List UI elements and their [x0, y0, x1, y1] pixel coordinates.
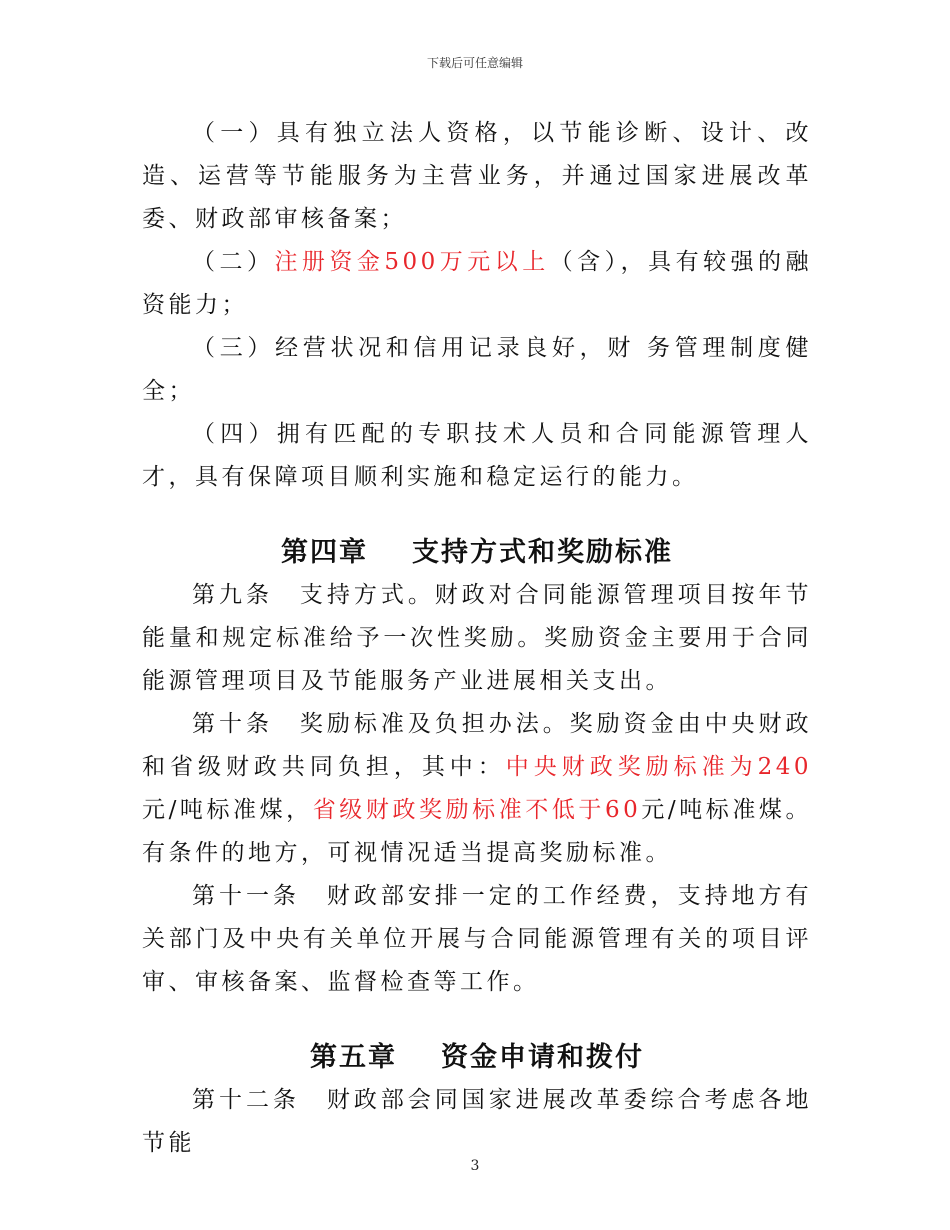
chapter-heading-5 [142, 1036, 812, 1079]
chapter-title: 支持方式和奖励标准 [412, 537, 673, 568]
paragraph [142, 574, 812, 703]
paragraph-text: 元/吨标准煤， [142, 797, 313, 823]
paragraph [142, 327, 812, 413]
chapter-number: 第四章 [281, 537, 368, 568]
highlighted-text: 注册资金500万元以上 [274, 249, 550, 275]
paragraph [142, 413, 812, 499]
paragraph-text: 第十条 奖励标准及负担办法。奖励资金由中央财政和省级财政共同负担，其中： [142, 711, 812, 780]
paragraph-text: 第十二条 财政部会同国家进展改革委综合考虑各地节能 [142, 1087, 812, 1156]
section-application [142, 1079, 812, 1165]
paragraph [142, 703, 812, 875]
paragraph-text: （三）经营状况和信用记录良好，财 务管理制度健全； [142, 335, 812, 404]
chapter-title: 资金申请和拨付 [441, 1042, 644, 1073]
paragraph [142, 241, 812, 327]
section-support [142, 574, 812, 1004]
paragraph [142, 1079, 812, 1165]
paragraph-text: （二） [192, 249, 275, 275]
paragraph-text: （含），具有较强的融资能力； [142, 249, 813, 318]
paragraph [142, 875, 812, 1004]
page-header-note: 下载后可任意编辑 [426, 56, 523, 70]
paragraph-text: （一）具有独立法人资格，以节能诊断、设计、改造、运营等节能服务为主营业务，并通过国家进展改革委、财政部审核备案； [142, 120, 812, 232]
highlighted-text: 省级财政奖励标准不低于60 [312, 797, 642, 823]
chapter-number: 第五章 [310, 1042, 397, 1073]
chapter-heading-4 [142, 531, 812, 574]
section-eligibility [142, 112, 812, 499]
paragraph-text: 第十一条 财政部安排一定的工作经费，支持地方有关部门及中央有关单位开展与合同能源管理有关的项目评审、审核备案、监督检查等工作。 [142, 883, 812, 995]
paragraph-text: 元/吨标准煤。有条件的地方，可视情况适当提高奖励标准。 [142, 797, 812, 866]
document-body [142, 112, 812, 1165]
paragraph-text: 第九条 支持方式。财政对合同能源管理项目按年节能量和规定标准给予一次性奖励。奖励资金主要用于合同能源管理项目及节能服务产业进展相关支出。 [142, 582, 812, 694]
page-number: 3 [470, 1158, 480, 1174]
highlighted-text: 中央财政奖励标准为240 [505, 754, 812, 780]
paragraph-text: （四）拥有匹配的专职技术人员和合同能源管理人才，具有保障项目顺利实施和稳定运行的能力。 [142, 421, 812, 490]
paragraph [142, 112, 812, 241]
